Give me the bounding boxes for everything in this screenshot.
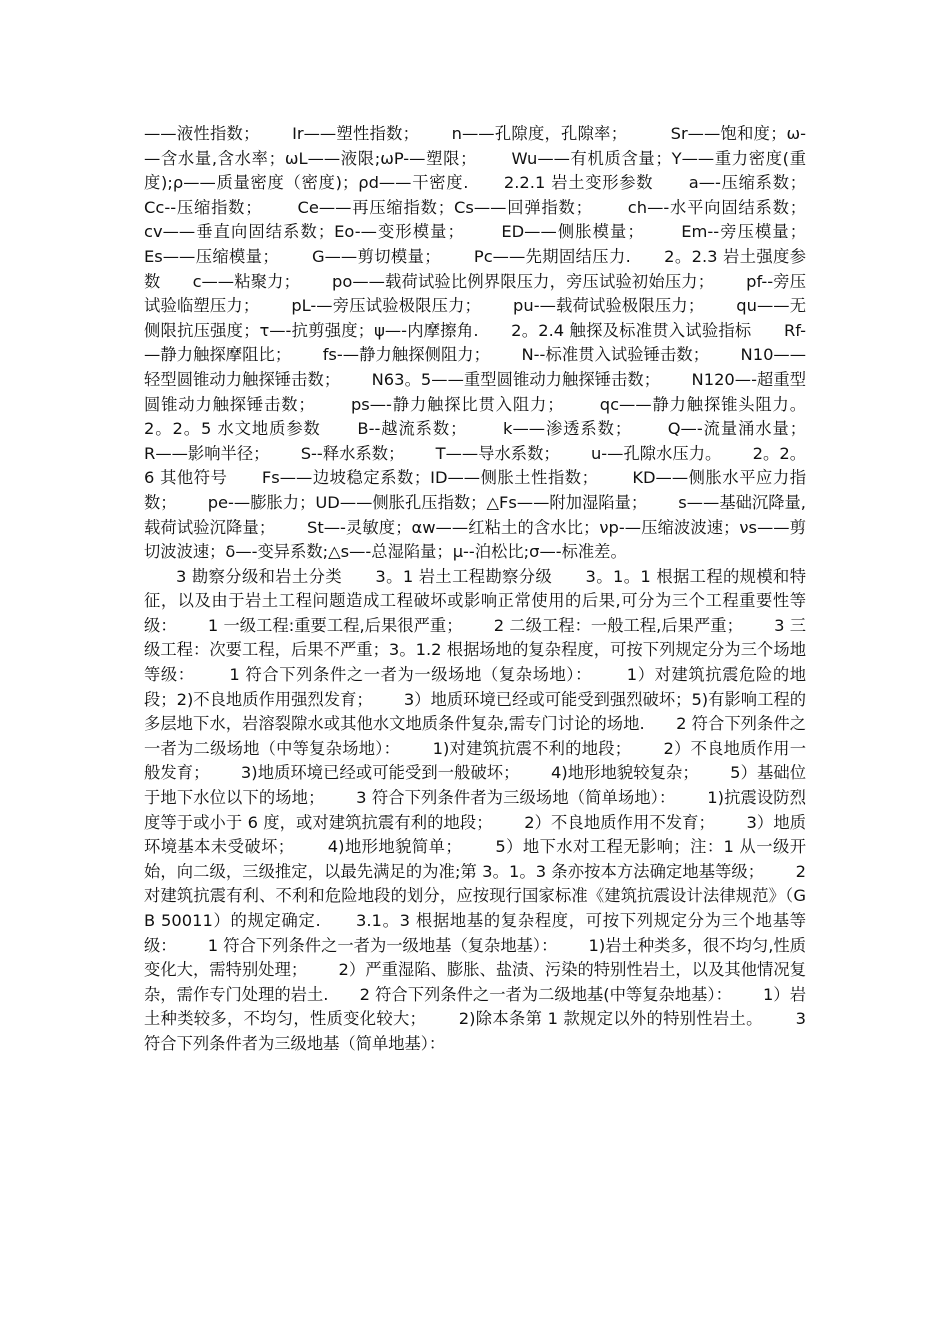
paragraph-symbols: ——液性指数； Ir——塑性指数； n——孔隙度，孔隙率； Sr——饱和度；ω-—含水量,含水率；ωL——液限;ωP-—塑限； Wu——有机质含量；Y——重力密度(重度);ρ——质量密度（密度)；ρd——干密度. 2.2.1 岩土变形参数 a—-压缩系数； Cc--压缩指数； Ce——再压缩指数；Cs——回弹指数； ch—-水平向固结系数； cv——垂直向固结系数；Eo-—变形模量； ED——侧胀模量； Em--旁压模量； Es——压缩模量； G——剪切模量； Pc——先期固结压力. 2。2.3 岩土强度参数 c——粘聚力； po——载荷试验比例界限压力，旁压试验初始压力； pf--旁压试验临塑压力； pL-—旁压试验极限压力； pu-—载荷试验极限压力； qu——无侧限抗压强度；τ—-抗剪强度；ψ—-内摩擦角. 2。2.4 触探及标准贯入试验指标 Rf-—静力触探摩阻比； fs-—静力触探侧阻力； N--标准贯入试验锤击数； N10——轻型圆锥动力触探锤击数； N63。5——重型圆锥动力触探锤击数； N120—-超重型圆锥动力触探锤击数； ps—-静力触探比贯入阻力； qc——静力触探锥头阻力。 2。2。5 水文地质参数 B--越流系数； k——渗透系数； Q—-流量涌水量； R——影响半径； S--释水系数； T——导水系数； u-—孔隙水压力。 2。2。6 其他符号 Fs——边坡稳定系数；ID——侧胀土性指数； KD——侧胀水平应力指数； pe-—膨胀力；UD——侧胀孔压指数；△Fs——附加湿陷量； s——基础沉降量,载荷试验沉降量； St—-灵敏度；αw——红粘土的含水比；νp-—压缩波波速；νs——剪切波波速；δ—-变异系数;△s—-总湿陷量；μ--泊松比;σ—-标准差。 xyxy=(144,124,848,562)
document-page xyxy=(144,122,848,1057)
paragraph-classification: 3 勘察分级和岩土分类 3。1 岩土工程勘察分级 3。1。1 根据工程的规模和特征，以及由于岩土工程问题造成工程破坏或影响正常使用的后果,可分为三个工程重要性等级： 1 一级工程:重要工程,后果很严重； 2 二级工程：一般工程,后果严重； 3 三级工程：次要工程，后果不严重；3。1.2 根据场地的复杂程度，可按下列规定分为三个场地等级： 1 符合下列条件之一者为一级场地（复杂场地）： 1）对建筑抗震危险的地段；2)不良地质作用强烈发育； 3）地质环境已经或可能受到强烈破坏；5)有影响工程的多层地下水，岩溶裂隙水或其他水文地质条件复杂,需专门讨论的场地. 2 符合下列条件之一者为二级场地（中等复杂场地）： 1)对建筑抗震不利的地段； 2）不良地质作用一般发育； 3)地质环境已经或可能受到一般破坏； 4)地形地貌较复杂； 5）基础位于地下水位以下的场地； 3 符合下列条件者为三级场地（简单场地）： 1)抗震设防烈度等于或小于 6 度，或对建筑抗震有利的地段； 2）不良地质作用不发育； 3）地质环境基本未受破坏； 4)地形地貌简单； 5）地下水对工程无影响；注：1 从一级开始，向二级，三级推定，以最先满足的为准;第 3。1。3 条亦按本方法确定地基等级； 2 对建筑抗震有利、不利和危险地段的划分，应按现行国家标准《建筑抗震设计法律规范》（GB 50011）的规定确定. 3.1。3 根据地基的复杂程度，可按下列规定分为三个地基等级： 1 符合下列条件之一者为一级地基（复杂地基）： 1)岩土种类多，很不均匀,性质变化大，需特别处理； 2）严重湿陷、膨胀、盐渍、污染的特别性岩土，以及其他情况复杂，需作专门处理的岩土. 2 符合下列条件之一者为二级地基(中等复杂地基）： 1）岩土种类较多，不均匀，性质变化较大； 2)除本条第 1 款规定以外的特别性岩土。 3 符合下列条件者为三级地基（简单地基）： xyxy=(144,566,812,1053)
